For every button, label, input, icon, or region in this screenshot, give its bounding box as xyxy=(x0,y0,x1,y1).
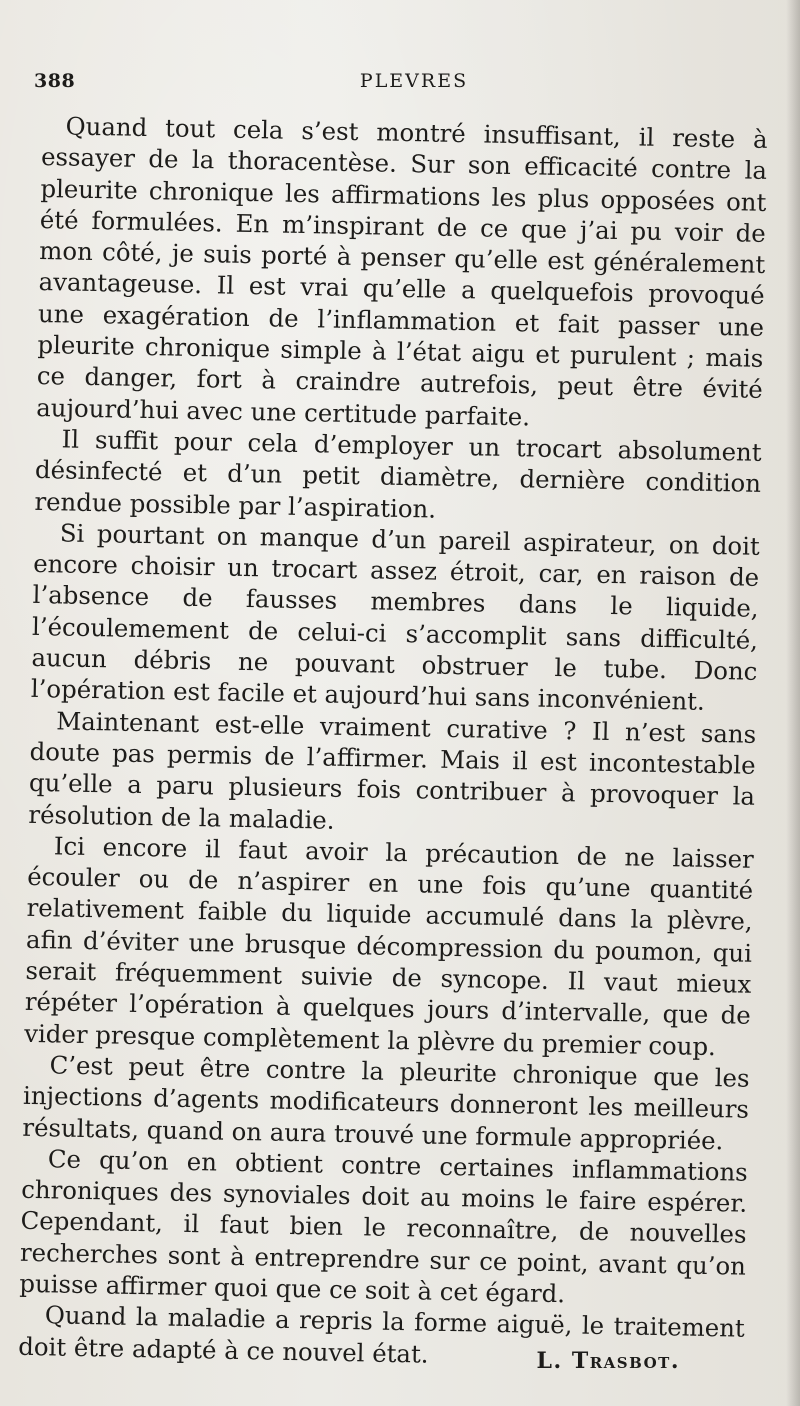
paragraph-forme-aigue: Quand la maladie a repris la forme aiguë, le traitement doit être adapté à ce nouvel état. xyxy=(17,1300,746,1369)
author-name: L. Trasbot. xyxy=(536,1348,680,1374)
paragraph-precaution: Ici encore il faut avoir la précaution de ne laisser écouler ou de n’aspirer en une fois qu’une quantité relativement faible du liquide accumulé dans la plèvre, afin d’éviter une brusque décompression du poumon, qui serait fréquemment suivie de syncope. Il vaut mieux répéter l’opération à quelques jours d’intervalle, que de vider presque complètement la plèvre du premier coup. xyxy=(24,831,755,1061)
running-title: PLEVRES xyxy=(359,70,469,92)
page-header xyxy=(34,70,774,100)
paragraph-aspirateur: Si pourtant on manque d’un pareil aspirateur, on doit encore choisir un trocart assez étroit, car, en raison de l’absence de fausses membres dans le liquide, l’écoulemement de celui-ci s’accomplit sans difficulté, aucun débris ne pouvant obstruer le tube. Donc l’opération est facile et aujourd’hui sans inconvénient. xyxy=(30,518,761,717)
paragraph-injections: C’est peut être contre la pleurite chronique que les injections d’agents modificateurs donneront les meilleurs résultats, quand on aura trouvé une formule appropriée. xyxy=(22,1050,750,1155)
paragraph-trocart-desinfecte: Il suffit pour cela d’employer un trocart absolument désinfecté et d’un petit diamètre, dernière condition rendue possible par l’aspiration. xyxy=(34,424,762,524)
author-signature xyxy=(470,1348,680,1374)
paragraph-synoviales: Ce qu’on en obtient contre certaines inflammations chroniques des synoviales doit au moins le faire espérer. Cependant, il faut bien le reconnaître, de nouvelles recherches sont à entreprendre sur ce point, avant qu’on puisse affirmer quoi que ce soit à cet égard. xyxy=(19,1144,749,1309)
body-text xyxy=(18,110,768,1376)
paragraph-thoracentese: Quand tout cela s’est montré insuffisant, il reste à essayer de la thoracentèse. Sur son efficacité contre la pleurite chronique les affirmations les plus opposées ont été formulées. En m’inspirant de ce que j’ai pu voir de mon côté, je suis porté à penser qu’elle est généralement avantageuse. Il est vrai qu’elle a quelquefois provoqué une exagération de l’inflammation et fait passer une pleurite chronique simple à l’état aigu et purulent ; mais ce danger, fort à craindre autrefois, peut être évité aujourd’hui avec une certitude parfaite. xyxy=(36,111,768,432)
paragraph-curative: Maintenant est-elle vraiment curative ? Il n’est sans doute pas permis de l’affirmer. Mais il est incontestable qu’elle a paru plusieurs fois contribuer à provoquer la résolution de la maladie. xyxy=(28,706,757,835)
page-number: 388 xyxy=(34,70,76,92)
